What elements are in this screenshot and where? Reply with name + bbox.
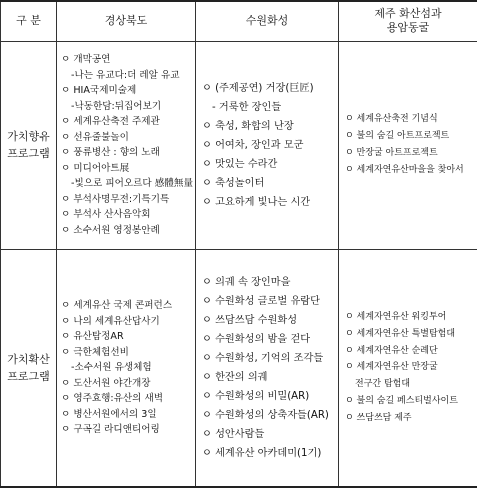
list-item: ㅇ 소수서원 영정봉안례 bbox=[61, 223, 195, 239]
header-jeju-line1: 제주 화산섬과 bbox=[374, 7, 441, 20]
list-item: ㅇ 맛있는 수라간 bbox=[202, 155, 338, 174]
row-category-line2: 프로그램 bbox=[7, 147, 50, 160]
list-item: ㅇ HIA국제미술제 bbox=[61, 83, 195, 99]
list-item: ㅇ 세계유산 아카데미(1기) bbox=[202, 444, 338, 463]
list-item: - 거룩한 장인들 bbox=[202, 98, 338, 117]
table-row bbox=[1, 41, 477, 249]
list-item: ㅇ 도산서원 야간개장 bbox=[61, 376, 195, 392]
list-item: 전구간 탐험대 bbox=[345, 376, 477, 393]
table-row bbox=[1, 249, 477, 487]
list-item: ㅇ 풍류병산 : 향의 노래 bbox=[61, 145, 195, 161]
list-item: -빛으로 피어오르다 感體無量 bbox=[61, 176, 195, 192]
jeju-programs bbox=[339, 41, 477, 249]
list-item: ㅇ 병산서원에서의 3일 bbox=[61, 407, 195, 423]
list-item: ㅇ (주제공연) 거장(巨匠) bbox=[202, 79, 338, 98]
header-gyeongbuk: 경상북도 bbox=[57, 1, 196, 41]
list-item: -낙동한담:뒤집어보기 bbox=[61, 99, 195, 115]
list-item: ㅇ 세계자연유산 워킹투어 bbox=[345, 309, 477, 326]
list-item: -나는 유교다:더 레알 유교 bbox=[61, 68, 195, 84]
header-jeju bbox=[339, 1, 477, 41]
row-category bbox=[1, 41, 57, 249]
list-item: ㅇ 선유줄불놀이 bbox=[61, 130, 195, 146]
row-category-line1: 가치향유 bbox=[7, 130, 50, 143]
gyeongbuk-programs bbox=[57, 249, 196, 487]
row-category bbox=[1, 249, 57, 487]
header-suwon: 수원화성 bbox=[196, 1, 339, 41]
row-category-line1: 가치확산 bbox=[7, 353, 50, 366]
suwon-programs bbox=[196, 249, 339, 487]
list-item: ㅇ 수원화성의 상축자들(AR) bbox=[202, 406, 338, 425]
list-item: ㅇ 수원화성, 기억의 조각들 bbox=[202, 349, 338, 368]
list-item: ㅇ 세계자연유산 만장굴 bbox=[345, 359, 477, 376]
list-item: ㅇ 어여차, 장인과 모군 bbox=[202, 136, 338, 155]
list-item: ㅇ 축성, 화합의 난장 bbox=[202, 117, 338, 136]
list-item: ㅇ 쓰담쓰담 제주 bbox=[345, 410, 477, 427]
list-item: ㅇ 한잔의 의궤 bbox=[202, 368, 338, 387]
list-item: -소수서원 유생체험 bbox=[61, 360, 195, 376]
list-item: ㅇ 유산탐정AR bbox=[61, 329, 195, 345]
list-item: ㅇ 고요하게 빛나는 시간 bbox=[202, 193, 338, 212]
list-item: ㅇ 세계자연유산마을을 찾아서 bbox=[345, 162, 477, 179]
list-item: ㅇ 수원화성의 밤을 걷다 bbox=[202, 330, 338, 349]
list-item: ㅇ 미디어아트展 bbox=[61, 161, 195, 177]
list-item: ㅇ 수원화성 글로벌 유람단 bbox=[202, 292, 338, 311]
table-header-row bbox=[1, 1, 477, 41]
list-item: ㅇ 세계유산 국제 콘퍼런스 bbox=[61, 298, 195, 314]
list-item: ㅇ 나의 세계유산답사기 bbox=[61, 314, 195, 330]
list-item: ㅇ 부석사 산사음악회 bbox=[61, 207, 195, 223]
jeju-programs bbox=[339, 249, 477, 487]
list-item: ㅇ 영주효행:유산의 새벽 bbox=[61, 391, 195, 407]
list-item: ㅇ 세계자연유산 순례단 bbox=[345, 343, 477, 360]
list-item: ㅇ 개막공연 bbox=[61, 52, 195, 68]
list-item: ㅇ 축성놀이터 bbox=[202, 174, 338, 193]
list-item: ㅇ 만장굴 아트프로젝트 bbox=[345, 145, 477, 162]
list-item: ㅇ 의궤 속 장인마을 bbox=[202, 273, 338, 292]
gyeongbuk-programs bbox=[57, 41, 196, 249]
suwon-programs bbox=[196, 41, 339, 249]
list-item: ㅇ 세계유산축전 주제관 bbox=[61, 114, 195, 130]
list-item: ㅇ 극한체험선비 bbox=[61, 345, 195, 361]
list-item: ㅇ 구곡길 라디앤티어링 bbox=[61, 422, 195, 438]
list-item: ㅇ 부석사명무전:기특기특 bbox=[61, 192, 195, 208]
row-category-line2: 프로그램 bbox=[7, 370, 50, 383]
list-item: ㅇ 성안사람들 bbox=[202, 425, 338, 444]
header-category: 구 분 bbox=[1, 1, 57, 41]
list-item: ㅇ 세계유산축전 기념식 bbox=[345, 111, 477, 128]
list-item: ㅇ 불의 숨길 페스티벌사이트 bbox=[345, 393, 477, 410]
list-item: ㅇ 쓰담쓰담 수원화성 bbox=[202, 311, 338, 330]
list-item: ㅇ 불의 숨길 아트프로젝트 bbox=[345, 128, 477, 145]
header-jeju-line2: 용암동굴 bbox=[387, 21, 430, 34]
list-item: ㅇ 세계자연유산 특별탐험대 bbox=[345, 326, 477, 343]
list-item: ㅇ 수원화성의 비밀(AR) bbox=[202, 387, 338, 406]
